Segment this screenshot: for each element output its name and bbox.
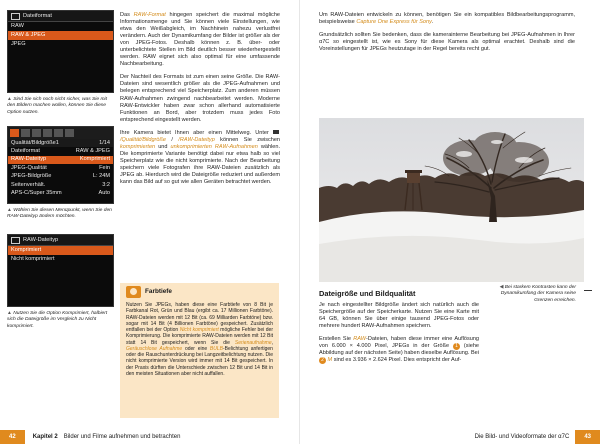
section-column	[319, 290, 479, 370]
figure-caption: ▲ Sind Sie sich noch nicht sicher, was Sie mit den Bildern machen wollen, können Sie diese Option nutzen.	[7, 97, 107, 115]
paragraph: Um RAW-Dateien entwickeln zu können, benötigen Sie ein kompatibles Bildbearbeitungsprogramm, beispielsweise Capture One Express für Sony.	[319, 12, 575, 26]
tip-box	[120, 283, 279, 418]
footer-chapter: Kapitel 2	[32, 434, 58, 440]
camera-tab-icon[interactable]	[10, 129, 19, 137]
menu-row[interactable]: JPEG-Bildgröße L: 24M	[11, 173, 110, 180]
menu-header	[8, 11, 113, 22]
page-footer	[300, 430, 600, 444]
camera-menu-icon	[273, 130, 279, 134]
body-text-column	[120, 12, 280, 192]
landscape-illustration	[319, 118, 584, 282]
triangle-up-icon: ▲	[7, 208, 12, 213]
menu-row[interactable]: Seitenverhält. 3:2	[11, 181, 110, 188]
page-number: 43	[575, 430, 600, 444]
triangle-up-icon: ▲	[7, 97, 12, 102]
triangle-up-icon: ▲	[7, 311, 12, 316]
menu-header	[8, 235, 113, 246]
winter-landscape-photo	[319, 118, 584, 282]
card-icon	[11, 237, 20, 244]
paragraph: Grundsätzlich sollten Sie bedenken, dass die kamerainterne Bearbeitung bei JPEG-Aufnahmen in Ihrer α7C so eingestellt ist, wie es Sony für diese Kamera als optimal erachtet. Deshalb sind die Voreinstellungen für JPEGs heutzutage in der Regel bereits recht gut.	[319, 32, 575, 53]
footer-title: Bilder und Filme aufnehmen und betrachten	[63, 434, 181, 440]
settings-tab-icon[interactable]	[21, 129, 30, 137]
menu-option[interactable]: JPEG	[11, 41, 26, 48]
paragraph: Ihre Kamera bietet Ihnen aber einen Mittelweg. Unter /Qualität/Bildgröße / /RAW-Dateityp können Sie zwischen komprimierten und unkomprimierten RAW-Aufnahmen wählen. Die komprimierte Variante benötigt dabei nur etwa halb so viel Speicherplatz wie die nicht komprimierte. Nach der Bearbeitung speichern viele Fotografen ihre RAW-Dateien zusätzlich als JPEG ab. Hierdurch wird die Dateigröße reduziert und außerdem kann das Bild auf so gut wie allen Geräten betrachtet werden.	[120, 129, 281, 186]
camera-screen-quality-menu	[7, 126, 114, 204]
number-badge: 1	[453, 343, 460, 350]
menu-row[interactable]: APS-C/Super 35mm Auto	[11, 190, 110, 197]
photo-caption: ◀ Bei starkem Kontrasten kann der Dynamikumfang der Kamera seine Grenzen erreichen.	[499, 285, 576, 303]
menu-option[interactable]: RAW	[11, 23, 24, 30]
page-footer	[0, 430, 300, 444]
menu-tab-bar	[8, 127, 113, 139]
number-badge: 2	[319, 357, 326, 364]
paragraph: Der Nachteil des Formats ist zum einen seine Größe. Die RAW-Dateien sind wesentlich größer als die JPEG-Aufnahmen und belegen entsprechend viel Speicherplatz. Zum anderen müssen RAW-Aufnahmen zwingend nachbearbeitet werden. Moderne RAW-Entwickler haben zwar schon allerhand automatisierte Funktionen an Bord, aber trotzdem muss jedes Foto entsprechend eingestellt werden.	[120, 74, 280, 123]
camera-tip-icon	[126, 286, 141, 298]
page-number: 42	[0, 430, 25, 444]
triangle-left-icon: ◀	[499, 285, 504, 290]
star-tab-icon[interactable]	[65, 129, 74, 137]
paragraph: Erstellen Sie RAW-Dateien, haben diese immer eine Auflösung von 6.000 × 4.000 Pixel, JPEGs in der Größe 1 (siehe Abbildung auf der nächsten Seite) haben dieselbe Auflösung. Bei 2 M sind es 3.936 × 2.624 Pixel. Dies entspricht der Auf-	[319, 336, 479, 364]
paragraph: Je nach eingestellter Bildgröße ändert sich natürlich auch die Speichergröße auf der Speicherkarte. Nutzen Sie eine Karte mit 64 GB, können Sie über einige tausend JPEG-Fotos oder mehrere hundert RAW-Aufnahmen speichern.	[319, 302, 479, 330]
menu-row[interactable]: JPEG-Qualität Fein	[11, 164, 110, 171]
menu-header-label: RAW-Dateityp	[23, 236, 59, 243]
menu-header-label: Dateiformat	[23, 12, 52, 19]
body-text-column	[319, 12, 575, 59]
camera-screen-raw-type	[7, 234, 114, 307]
caption-leader-line	[584, 290, 592, 291]
menu-row[interactable]: Dateiformat RAW & JPEG	[11, 147, 110, 154]
paragraph: Das RAW-Format hingegen speichert die maximal mögliche Informationsmenge und Sie können viele Einstellungen, wie etwa den Weißabgleich, im Nachhinein nahezu verlustfrei verändern. Auch der Dynamikumfang der Bilder ist größer als der von JPEG-Fotos. Deshalb können z. B. über- oder unterbelichtete Stellen im Bild deutlich besser wiederhergestellt werden. RAW eignet sich also optimal für eine umfassende Nachbearbeitung.	[120, 12, 281, 68]
menu-title-row: Qualität/Bildgröße1 1/14	[8, 139, 113, 147]
menu-row-selected[interactable]: RAW-Dateityp Komprimiert	[8, 156, 113, 165]
figure-caption: ▲ Wählen Sie diesen Menüpunkt, wenn Sie den RAW-Dateityp ändern möchten.	[7, 208, 112, 220]
camera-screen-dateiformat	[7, 10, 114, 93]
figure-caption: ▲ Nutzen Sie die Option Komprimiert, halbiert sich die Dateigröße im Vergleich zu Nicht komprimiert.	[7, 311, 108, 329]
tip-title: Farbtiefe	[145, 288, 172, 295]
playback-tab-icon[interactable]	[43, 129, 52, 137]
card-icon	[11, 13, 20, 20]
menu-option-selected[interactable]: Komprimiert	[8, 246, 113, 255]
menu-option-selected[interactable]: RAW & JPEG	[8, 31, 113, 40]
setup-tab-icon[interactable]	[54, 129, 63, 137]
menu-option[interactable]: Nicht komprimiert	[11, 256, 55, 263]
network-tab-icon[interactable]	[32, 129, 41, 137]
footer-title: Die Bild- und Videoformate der α7C	[474, 434, 570, 440]
tip-text: Nutzen Sie JPEGs, haben diese eine Farbtiefe von 8 Bit je Farbkanal Rot, Grün und Blau (ergibt ca. 17 Millionen Farbtöne). RAW-Dateien werden mit 12 Bit (ca. 69 Milliarden Farbtöne) bzw. sogar mit 14 Bit (4 Billionen Farbtöne) gespeichert. Zusätzlich entfallen bei der Option Nicht komprimiert mögliche Fehler bei der Komprimierung. Die komprimierte RAW-Dateien werden mit 12 Bit statt 14 Bit gespeichert, wenn Sie die Serienaufnahme, Geräuschlose Aufnahme oder eine BULB-Belichtung anfertigen oder die Rauschunterdrückung bei Langzeitbelichtung nutzen. Die nicht komprimierte Version wird immer mit 14 Bit gespeichert. In der Praxis dürften die Unterschiede zwischen 12 Bit und 14 Bit in den meisten Situationen aber nicht auffallen.	[126, 302, 273, 377]
section-heading: Dateigröße und Bildqualität	[319, 289, 416, 298]
